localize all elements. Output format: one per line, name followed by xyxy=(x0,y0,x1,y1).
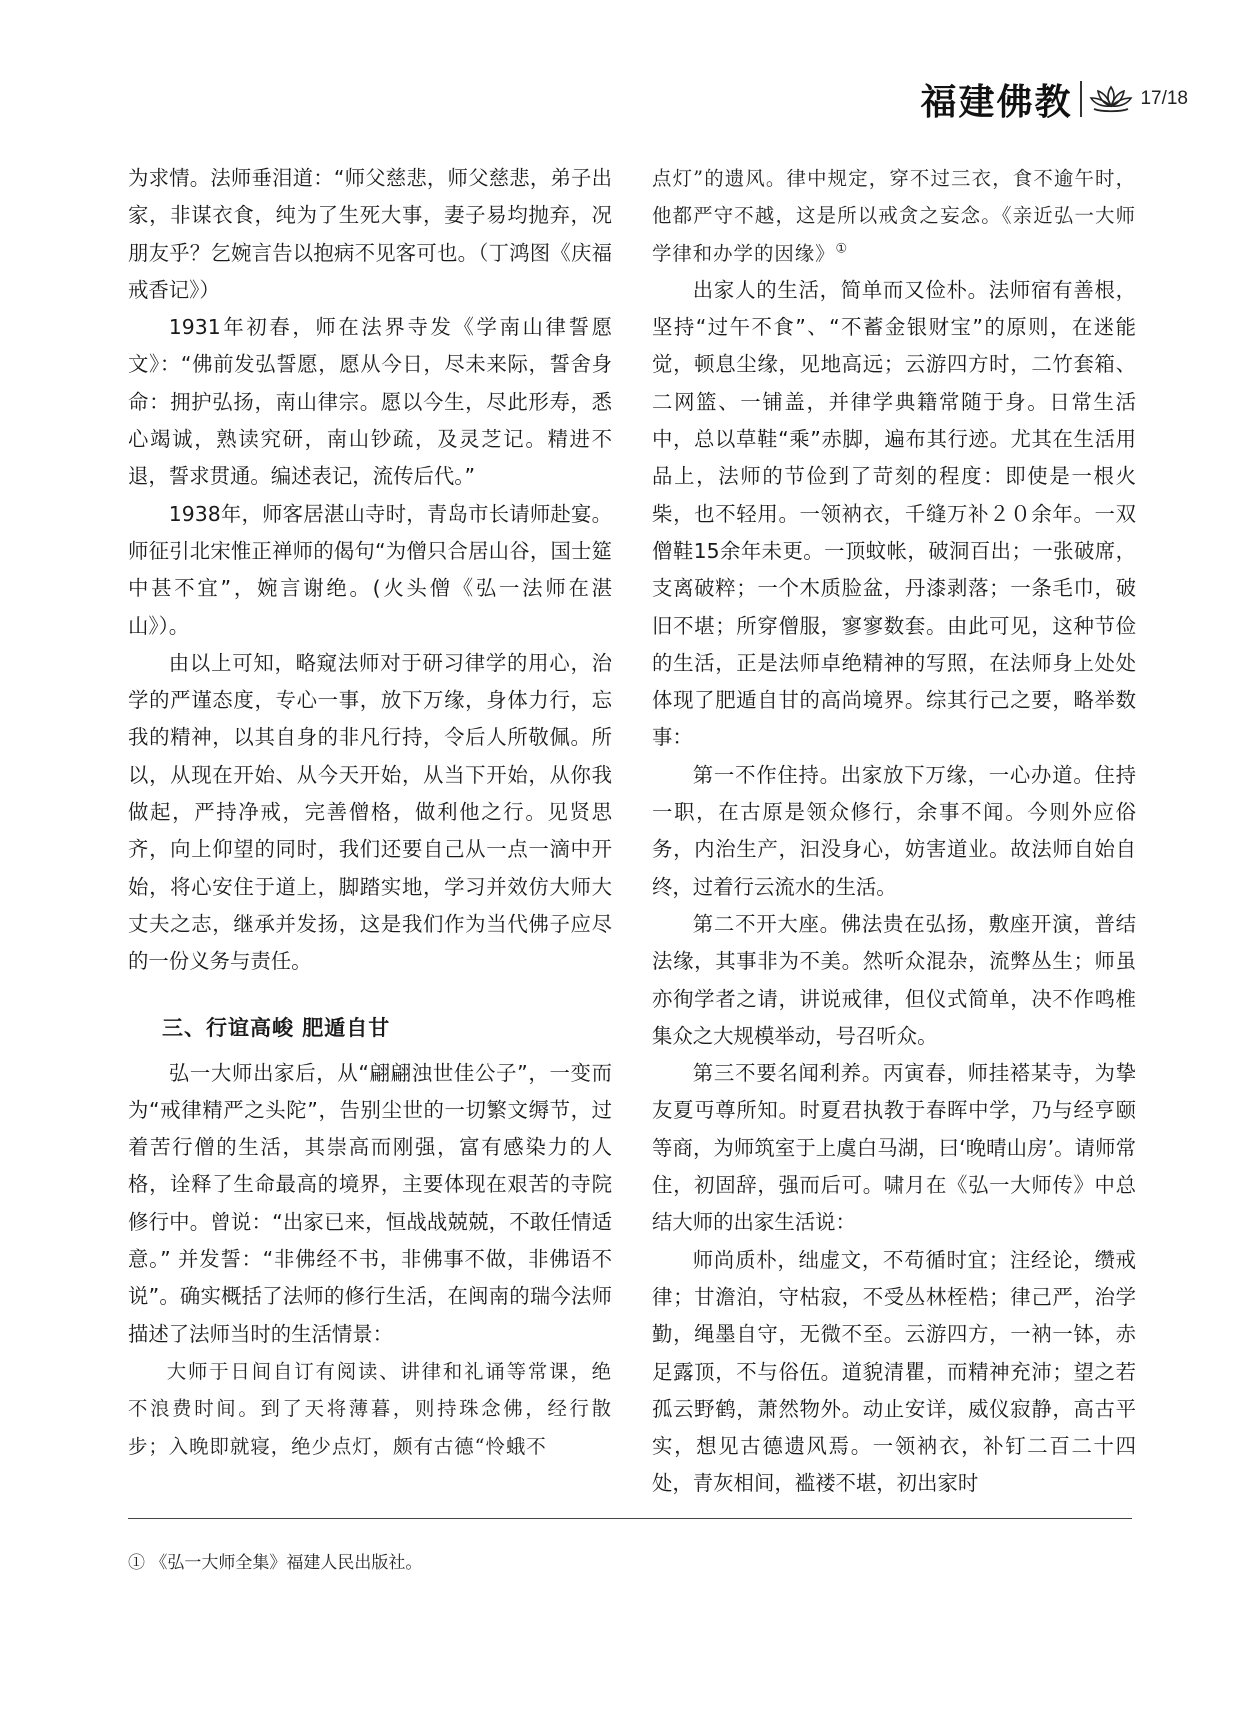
section-heading: 三、行谊高峻 肥遁自甘 xyxy=(162,1015,391,1040)
magazine-title: 福建佛教 xyxy=(920,80,1073,123)
paragraph: 为求情。法师垂泪道：“师父慈悲，师父慈悲，弟子出家，非谋衣食，纯为了生死大事，妻子易均抛弃，况朋友乎？乞婉言告以抱病不见客可也。（丁鸿图《庆福戒香记》） xyxy=(128,166,612,302)
paragraph: 由以上可知，略窥法师对于研习律学的用心，治学的严谨态度，专心一事，放下万缘，身体力行，忘我的精神，以其自身的非凡行持，令后人所敬佩。所以，从现在开始、从今天开始，从当下开始，从你我做起，严持净戒，完善僧格，做利他之行。见贤思齐，向上仰望的同时，我们还要自己从一点一滴中开始，将心安住于道上，脚踏实地，学习并效仿大师大丈夫之志，继承并发扬，这是我们作为当代佛子应尽的一份义务与责任。 xyxy=(128,650,612,974)
footnote-reference: ① xyxy=(835,241,849,257)
paragraph: 弘一大师出家后，从“翩翩浊世佳公子”，一变而为“戒律精严之头陀”，告别尘世的一切繁文缛节，过着苦行僧的生活，其崇高而刚强，富有感染力的人格，诠释了生命最高的境界，主要体现在艰苦的寺院修行中。曾说：“出家已来，恒战战兢兢，不敢任情适意。” 并发誓：“非佛经不书，非佛事不做，非佛语不说”。确实概括了法师的修行生活，在闽南的瑞今法师描述了法师当时的生活情景： xyxy=(128,1060,612,1346)
block-quote-continued xyxy=(652,160,1136,272)
paragraph: 出家人的生活，简单而又俭朴。法师宿有善根，坚持“过午不食”、“不蓄金银财宝”的原则，在迷能觉，顿息尘缘，见地高远；云游四方时，二竹套箱、二网篮、一铺盖，并律学典籍常随于身。日常生活中，总以草鞋“乘”赤脚，遍布其行迹。尤其在生活用品上，法师的节俭到了苛刻的程度：即使是一根火柴，也不轻用。一领衲衣，千缝万补２０余年。一双僧鞋15余年未更。一顶蚊帐，破洞百出；一张破席，支离破粹；一个木质脸盆，丹漆剥落；一条毛巾，破旧不堪；所穿僧服，寥寥数套。由此可见，这种节俭的生活，正是法师卓绝精神的写照，在法师身上处处体现了肥遁自甘的高尚境界。综其行己之要，略举数事： xyxy=(652,277,1136,750)
quote-text: 点灯”的遗风。律中规定，穿不过三衣，食不逾午时，他都严守不越，这是所以戒贪之妄念。《亲近弘一大师学律和办学的因缘》 xyxy=(652,167,1136,265)
page-header xyxy=(920,74,1188,124)
paragraph: 1938年，师客居湛山寺时，青岛市长请师赴宴。师征引北宋惟正禅师的偈句“为僧只合居山谷，国士筵中甚不宜”，婉言谢绝。(火头僧《弘一法师在湛山》）。 xyxy=(128,501,612,638)
paragraph: 第三不要名闻利养。丙寅春，师挂褡某寺，为挚友夏丏尊所知。时夏君执教于春晖中学，乃与经亨颐等商，为师筑室于上虞白马湖，曰‘晚晴山房’。请师常住，初固辞，强而后可。啸月在《弘一大师传》中总结大师的出家生活说： xyxy=(652,1061,1136,1235)
page-number: 17/18 xyxy=(1140,88,1188,109)
left-column xyxy=(128,160,612,1465)
lotus-icon xyxy=(1088,84,1134,114)
paragraph: 第二不开大座。佛法贵在弘扬，敷座开演，普结法缘，其事非为不美。然听众混杂，流弊丛生；师虽亦徇学者之请，讲说戒律，但仪式简单，决不作鸣椎集众之大规模举动，号召听众。 xyxy=(652,911,1136,1048)
header-divider xyxy=(1080,81,1082,117)
block-quote: 大师于日间自订有阅读、讲律和礼诵等常课，绝不浪费时间。到了天将薄暮，则持珠念佛，经行散步；入晚即就寝，绝少点灯，颇有古德“怜蛾不 xyxy=(128,1359,612,1458)
footnote-rule xyxy=(128,1518,1132,1519)
footnote: ① 《弘一大师全集》福建人民出版社。 xyxy=(128,1553,423,1573)
paragraph: 师尚质朴，绌虚文，不苟循时宜；注经论，缵戒律；甘澹泊，守枯寂，不受丛林桎梏；律己严，治学勤，绳墨自守，无微不至。云游四方，一衲一钵，赤足露顶，不与俗伍。道貌清瞿，而精神充沛；望之若孤云野鹤，萧然物外。动止安详，威仪寂静，高古平实，想见古德遗风焉。一领衲衣，补钉二百二十四处，青灰相间，褴褛不堪，初出家时 xyxy=(652,1247,1136,1496)
right-column xyxy=(652,160,1136,1503)
paragraph: 1931年初春，师在法界寺发《学南山律誓愿文》：“佛前发弘誓愿，愿从今日，尽未来际，誓舍身命：拥护弘扬，南山律宗。愿以今生，尽此形寿，悉心竭诚，熟读究研，南山钞疏，及灵芝记。精进不退，誓求贯通。编述表记，流传后代。” xyxy=(128,315,612,489)
paragraph: 第一不作住持。出家放下万缘，一心办道。住持一职，在古原是领众修行，余事不闻。今则外应俗务，内治生产，汩没身心，妨害道业。故法师自始自终，过着行云流水的生活。 xyxy=(652,762,1136,899)
